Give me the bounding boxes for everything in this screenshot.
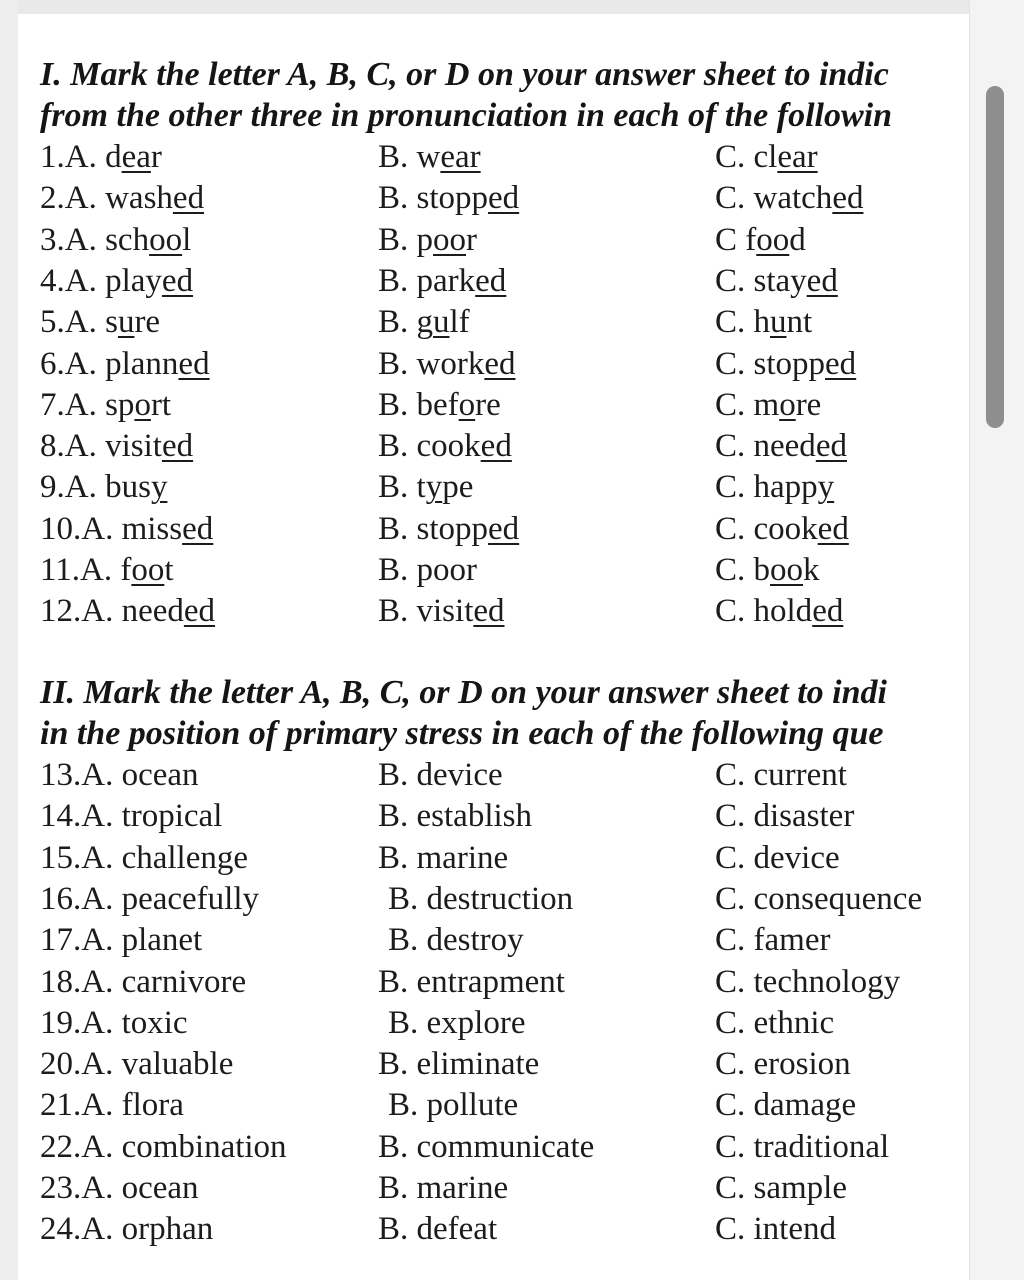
- option-text: r: [466, 222, 478, 258]
- option-text: B. marine: [378, 1170, 509, 1206]
- section-2-heading: [40, 672, 970, 754]
- option-a[interactable]: [40, 755, 199, 796]
- option-b[interactable]: [378, 550, 477, 591]
- option-b[interactable]: [388, 879, 573, 920]
- option-a[interactable]: [40, 1044, 233, 1085]
- option-a[interactable]: [40, 838, 248, 879]
- option-text: B. park: [378, 263, 476, 299]
- option-text: C. technology: [715, 964, 901, 1000]
- option-b[interactable]: [388, 1003, 525, 1044]
- option-text: B. visit: [378, 593, 474, 629]
- option-text: C. hold: [715, 593, 813, 629]
- option-a[interactable]: [40, 1209, 213, 1250]
- option-c[interactable]: [715, 1209, 836, 1250]
- option-text: pe: [442, 469, 474, 505]
- section-1-heading-line-1: I. Mark the letter A, B, C, or D on your answer sheet to indic: [40, 56, 889, 93]
- underlined-sound: oo: [770, 552, 804, 588]
- option-text: C. cl: [715, 139, 778, 175]
- option-text: B. device: [378, 757, 503, 793]
- scrollbar-thumb[interactable]: [986, 86, 1004, 428]
- option-text: r: [150, 139, 162, 175]
- option-b[interactable]: [378, 302, 470, 343]
- underlined-sound: o: [779, 387, 796, 423]
- option-text: B. communicate: [378, 1129, 595, 1165]
- option-text: 23.A. ocean: [40, 1170, 199, 1206]
- underlined-sound: ed: [475, 263, 507, 299]
- option-text: rt: [150, 387, 172, 423]
- option-text: s: [105, 304, 118, 340]
- underlined-sound: ed: [806, 263, 838, 299]
- option-a[interactable]: [40, 1003, 188, 1044]
- option-c[interactable]: [715, 261, 838, 302]
- option-text: 24.A. orphan: [40, 1211, 214, 1247]
- option-c[interactable]: [715, 755, 847, 796]
- option-b[interactable]: [378, 385, 501, 426]
- option-a[interactable]: [40, 509, 213, 550]
- question-number: 8.A.: [40, 428, 106, 464]
- option-text: C. watch: [715, 180, 833, 216]
- option-a[interactable]: [40, 426, 193, 467]
- option-text: B. work: [378, 346, 485, 382]
- underlined-sound: ed: [484, 346, 516, 382]
- question-number: 1.A.: [40, 139, 106, 175]
- option-text: 18.A. carnivore: [40, 964, 247, 1000]
- option-text: B. explore: [388, 1005, 526, 1041]
- option-c[interactable]: [715, 962, 900, 1003]
- option-b[interactable]: [388, 920, 524, 961]
- option-a[interactable]: [40, 344, 210, 385]
- option-text: sch: [105, 222, 150, 258]
- option-a[interactable]: [40, 879, 259, 920]
- window-top-border: [0, 0, 1024, 14]
- option-text: re: [795, 387, 822, 423]
- question-number: 3.A.: [40, 222, 106, 258]
- option-text: bus: [105, 469, 151, 505]
- option-b[interactable]: [388, 1085, 518, 1126]
- underlined-sound: ed: [480, 428, 512, 464]
- underlined-sound: ed: [161, 428, 194, 464]
- scroll-area: [969, 0, 1024, 1280]
- option-a[interactable]: [40, 302, 160, 343]
- section-2-heading-line-2: in the position of primary stress in each of the following que: [40, 715, 884, 752]
- option-text: C f: [715, 222, 757, 258]
- option-text: C. stay: [715, 263, 807, 299]
- option-c[interactable]: [715, 838, 840, 879]
- option-text: C. need: [715, 428, 816, 464]
- question-number: 12.A.: [40, 593, 122, 629]
- option-text: B. w: [378, 139, 441, 175]
- worksheet-document: [18, 14, 970, 1280]
- option-text: visit: [105, 428, 162, 464]
- option-text: C. b: [715, 552, 771, 588]
- option-c[interactable]: [715, 796, 854, 837]
- option-text: B. g: [378, 304, 434, 340]
- option-text: miss: [121, 511, 183, 547]
- option-text: 16.A. peacefully: [40, 881, 259, 917]
- option-text: B. establish: [378, 798, 532, 834]
- option-b[interactable]: [378, 509, 519, 550]
- option-a[interactable]: [40, 261, 193, 302]
- option-text: C. consequence: [715, 881, 923, 917]
- option-text: C. m: [715, 387, 780, 423]
- option-b[interactable]: [378, 1044, 539, 1085]
- option-text: l: [182, 222, 192, 258]
- option-text: B. poor: [378, 552, 477, 588]
- underlined-sound: ed: [488, 180, 520, 216]
- option-b[interactable]: [378, 178, 519, 219]
- option-text: B. marine: [378, 840, 509, 876]
- option-text: re: [134, 304, 161, 340]
- underlined-sound: u: [117, 304, 135, 340]
- option-a[interactable]: [40, 178, 204, 219]
- option-b[interactable]: [378, 1168, 508, 1209]
- option-a[interactable]: [40, 220, 191, 261]
- option-b[interactable]: [378, 1127, 594, 1168]
- underlined-sound: ed: [488, 511, 520, 547]
- option-text: d: [105, 139, 122, 175]
- option-text: C. ethnic: [715, 1005, 835, 1041]
- underlined-sound: u: [433, 304, 450, 340]
- option-c[interactable]: [715, 1003, 834, 1044]
- option-text: B. entrapment: [378, 964, 565, 1000]
- vertical-scrollbar[interactable]: [986, 80, 1008, 430]
- option-text: nt: [786, 304, 813, 340]
- option-text: C. intend: [715, 1211, 836, 1247]
- underlined-sound: ea: [121, 139, 151, 175]
- option-a[interactable]: [40, 796, 222, 837]
- option-text: lf: [449, 304, 470, 340]
- option-b[interactable]: [378, 261, 506, 302]
- option-c[interactable]: [715, 385, 821, 426]
- underlined-sound: y: [817, 469, 835, 505]
- option-text: 19.A. toxic: [40, 1005, 188, 1041]
- option-text: B. bef: [378, 387, 459, 423]
- option-text: plann: [105, 346, 179, 382]
- section-2-heading-line-1: II. Mark the letter A, B, C, or D on your answer sheet to indi: [40, 674, 887, 711]
- option-c[interactable]: [715, 137, 818, 178]
- option-b[interactable]: [378, 755, 503, 796]
- underlined-sound: y: [425, 469, 443, 505]
- option-c[interactable]: [715, 467, 834, 508]
- option-text: B. defeat: [378, 1211, 498, 1247]
- option-text: need: [121, 593, 184, 629]
- underlined-sound: oo: [433, 222, 467, 258]
- underlined-sound: ear: [777, 139, 818, 175]
- option-text: B. t: [378, 469, 426, 505]
- option-c[interactable]: [715, 509, 849, 550]
- option-a[interactable]: [40, 137, 162, 178]
- option-text: B. cook: [378, 428, 481, 464]
- option-text: C. erosion: [715, 1046, 851, 1082]
- option-a[interactable]: [40, 1168, 199, 1209]
- option-c[interactable]: [715, 220, 806, 261]
- option-text: C. damage: [715, 1087, 857, 1123]
- underlined-sound: y: [150, 469, 168, 505]
- option-a[interactable]: [40, 1127, 287, 1168]
- option-text: B. p: [378, 222, 434, 258]
- option-text: C. happ: [715, 469, 818, 505]
- option-text: C. h: [715, 304, 771, 340]
- option-text: B. stopp: [378, 511, 489, 547]
- underlined-sound: ed: [815, 428, 847, 464]
- underlined-sound: ed: [473, 593, 505, 629]
- option-c[interactable]: [715, 1085, 856, 1126]
- option-c[interactable]: [715, 302, 812, 343]
- option-b[interactable]: [378, 426, 512, 467]
- section-1-heading-line-2: from the other three in pronunciation in each of the followin: [40, 97, 893, 134]
- option-c[interactable]: [715, 426, 847, 467]
- window-left-border: [0, 0, 18, 1280]
- underlined-sound: ed: [832, 180, 864, 216]
- option-text: 22.A. combination: [40, 1129, 287, 1165]
- option-text: C. current: [715, 757, 847, 793]
- option-text: 15.A. challenge: [40, 840, 249, 876]
- question-number: 11.A.: [40, 552, 121, 588]
- option-text: wash: [105, 180, 173, 216]
- option-text: C. disaster: [715, 798, 855, 834]
- option-a[interactable]: [40, 1085, 184, 1126]
- option-text: B. stopp: [378, 180, 489, 216]
- option-a[interactable]: [40, 550, 174, 591]
- option-b[interactable]: [378, 838, 508, 879]
- option-text: C. cook: [715, 511, 818, 547]
- option-a[interactable]: [40, 962, 246, 1003]
- option-text: sp: [105, 387, 135, 423]
- option-text: 21.A. flora: [40, 1087, 184, 1123]
- option-b[interactable]: [378, 344, 516, 385]
- underlined-sound: ed: [825, 346, 857, 382]
- option-a[interactable]: [40, 467, 167, 508]
- underlined-sound: ed: [178, 346, 210, 382]
- underlined-sound: u: [770, 304, 787, 340]
- option-c[interactable]: [715, 550, 820, 591]
- underlined-sound: oo: [756, 222, 790, 258]
- option-text: C. famer: [715, 922, 831, 958]
- option-text: C. traditional: [715, 1129, 890, 1165]
- option-text: B. pollute: [388, 1087, 519, 1123]
- option-text: 13.A. ocean: [40, 757, 199, 793]
- option-c[interactable]: [715, 920, 830, 961]
- option-c[interactable]: [715, 1127, 889, 1168]
- question-number: 5.A.: [40, 304, 106, 340]
- question-number: 2.A.: [40, 180, 106, 216]
- option-b[interactable]: [378, 591, 505, 632]
- option-c[interactable]: [715, 1044, 851, 1085]
- option-c[interactable]: [715, 1168, 847, 1209]
- underlined-sound: ed: [172, 180, 205, 216]
- question-number: 9.A.: [40, 469, 106, 505]
- underlined-sound: o: [134, 387, 151, 423]
- option-b[interactable]: [378, 137, 481, 178]
- option-b[interactable]: [378, 220, 477, 261]
- question-number: 10.A.: [40, 511, 122, 547]
- question-number: 6.A.: [40, 346, 106, 382]
- option-text: B. destruction: [388, 881, 574, 917]
- underlined-sound: ed: [161, 263, 194, 299]
- option-text: t: [164, 552, 174, 588]
- underlined-sound: ed: [817, 511, 849, 547]
- option-a[interactable]: [40, 591, 215, 632]
- option-text: C. sample: [715, 1170, 847, 1206]
- option-text: 17.A. planet: [40, 922, 203, 958]
- option-text: play: [105, 263, 162, 299]
- option-text: C. stopp: [715, 346, 826, 382]
- option-text: B. destroy: [388, 922, 524, 958]
- option-b[interactable]: [378, 962, 565, 1003]
- option-text: B. eliminate: [378, 1046, 540, 1082]
- underlined-sound: ear: [440, 139, 481, 175]
- option-c[interactable]: [715, 591, 843, 632]
- option-a[interactable]: [40, 920, 202, 961]
- option-c[interactable]: [715, 879, 922, 920]
- option-c[interactable]: [715, 178, 863, 219]
- option-text: 20.A. valuable: [40, 1046, 234, 1082]
- option-text: C. device: [715, 840, 840, 876]
- underlined-sound: o: [458, 387, 476, 423]
- section-1-heading: [40, 54, 970, 136]
- question-number: 7.A.: [40, 387, 106, 423]
- option-text: k: [803, 552, 820, 588]
- option-b[interactable]: [378, 1209, 497, 1250]
- option-text: 14.A. tropical: [40, 798, 223, 834]
- underlined-sound: ed: [183, 593, 216, 629]
- option-c[interactable]: [715, 344, 856, 385]
- option-a[interactable]: [40, 385, 171, 426]
- option-text: d: [789, 222, 806, 258]
- option-b[interactable]: [378, 467, 473, 508]
- option-text: re: [475, 387, 501, 423]
- underlined-sound: oo: [131, 552, 165, 588]
- option-b[interactable]: [378, 796, 532, 837]
- underlined-sound: oo: [149, 222, 183, 258]
- option-text: f: [120, 552, 132, 588]
- underlined-sound: ed: [812, 593, 844, 629]
- question-number: 4.A.: [40, 263, 106, 299]
- underlined-sound: ed: [182, 511, 214, 547]
